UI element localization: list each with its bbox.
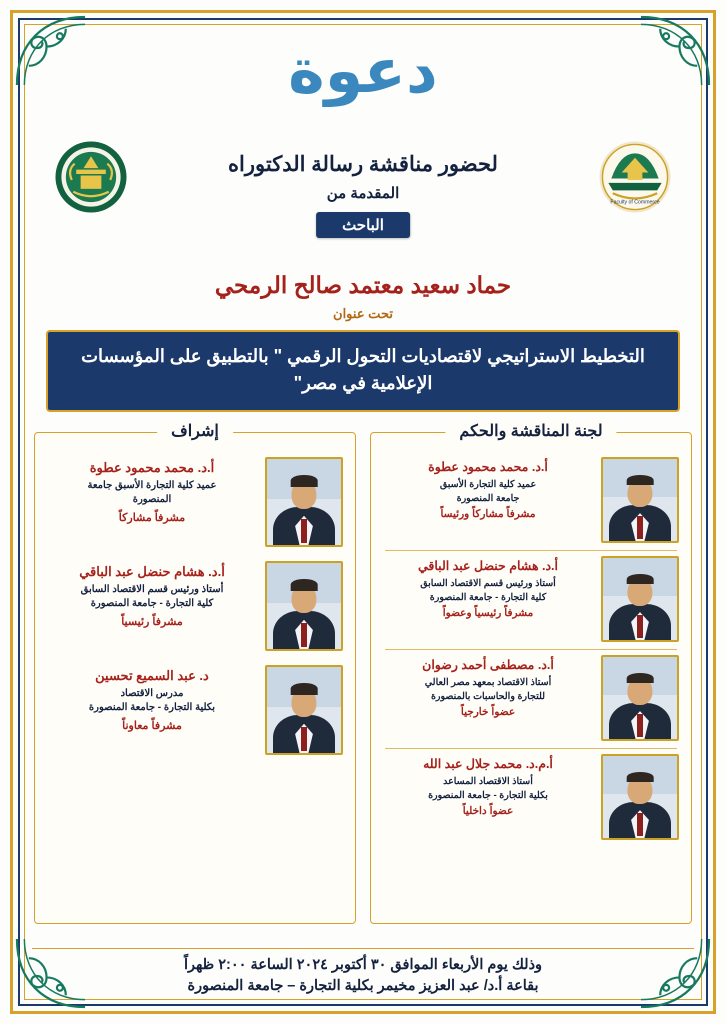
- avatar: [265, 561, 343, 651]
- under-title-label: تحت عنوان: [333, 306, 393, 321]
- avatar: [265, 665, 343, 755]
- supervisor-role-line2: بكلية التجارة - جامعة المنصورة: [88, 702, 216, 714]
- supervisor-role-line2: كلية التجارة - جامعة المنصورة: [90, 598, 214, 610]
- list-item: [43, 557, 347, 661]
- supervisor-name: أ.د. هشام حنضل عبد الباقي: [79, 564, 225, 579]
- member-role-line2: للتجارة والحاسبات بالمنصورة: [430, 690, 546, 702]
- from-line: المقدمة من: [326, 185, 400, 202]
- list-item: [43, 453, 347, 557]
- avatar: [265, 457, 343, 547]
- member-role-line2: كلية التجارة - جامعة المنصورة: [429, 591, 547, 603]
- list-item: [379, 750, 683, 846]
- mansoura-university-seal-icon: [54, 140, 128, 214]
- member-name: أ.د. هشام حنضل عبد الباقي: [417, 559, 559, 573]
- committee-panel: [370, 423, 692, 924]
- member-role-line1: أستاذ الاقتصاد بمعهد مصر العالي: [424, 676, 552, 688]
- member-role-line2: جامعة المنصورة: [456, 492, 520, 504]
- supervisor-name: د. عبد السميع تحسين: [95, 668, 209, 683]
- thesis-title: التخطيط الاستراتيجي لاقتصاديات التحول الرقمي " بالتطبيق على المؤسسات الإعلامية في مصر": [46, 330, 680, 412]
- supervisor-tag: مشرفاً مشاركاً: [118, 511, 186, 524]
- member-tag: مشرفاً رئيسياً وعضواً: [442, 607, 534, 620]
- event-details: [32, 948, 694, 994]
- member-name: أ.م.د. محمد جلال عبد الله: [423, 757, 553, 771]
- list-item: [379, 552, 683, 648]
- calligraphy-word: دعوة: [288, 34, 438, 107]
- poster-header: [30, 34, 696, 264]
- faculty-of-commerce-seal-icon: [598, 140, 672, 214]
- divider: [385, 550, 677, 551]
- avatar: [601, 655, 679, 741]
- event-venue: بقاعة أ.د/ عبد العزيز مخيمر بكلية التجارة – جامعة المنصورة: [187, 978, 539, 994]
- list-item: [43, 661, 347, 765]
- member-name: أ.د. مصطفى أحمد رضوان: [422, 658, 554, 672]
- list-item: [379, 453, 683, 549]
- supervisor-role-line1: أستاذ ورئيس قسم الاقتصاد السابق: [80, 583, 224, 595]
- list-item: [379, 651, 683, 747]
- member-tag: مشرفاً مشاركاً ورئيساً: [440, 508, 536, 521]
- supervision-panel: [34, 423, 356, 924]
- supervisor-role-line1: عميد كلية التجارة الأسبق جامعة: [87, 479, 217, 491]
- member-role-line1: أستاذ الاقتصاد المساعد: [443, 775, 533, 787]
- invite-line: لحضور مناقشة رسالة الدكتوراه: [228, 153, 498, 176]
- member-tag: عضواً خارجياً: [460, 706, 516, 719]
- researcher-name: حماد سعيد معتمد صالح الرمحي: [214, 272, 512, 298]
- supervision-heading: إشراف: [157, 421, 233, 441]
- divider: [385, 649, 677, 650]
- calligraphy-title: [30, 34, 696, 107]
- avatar: [601, 556, 679, 642]
- supervisor-role-line1: مدرس الاقتصاد: [120, 687, 184, 699]
- member-role-line2: بكلية التجارة - جامعة المنصورة: [428, 789, 548, 801]
- member-tag: عضواً داخلياً: [462, 805, 514, 818]
- member-role-line1: عميد كلية التجارة الأسبق: [439, 478, 537, 490]
- divider: [385, 748, 677, 749]
- svg-text:Faculty of Commerce: Faculty of Commerce: [610, 199, 660, 206]
- avatar: [601, 754, 679, 840]
- supervisor-role-line2: المنصورة: [132, 494, 172, 506]
- event-datetime: وذلك يوم الأربعاء الموافق ٣٠ أكتوبر ٢٠٢٤ الساعة ٢:٠٠ ظهراً: [183, 957, 543, 973]
- panels: [34, 423, 692, 924]
- member-name: أ.د. محمد محمود عطوة: [428, 460, 548, 474]
- member-role-line1: أستاذ ورئيس قسم الاقتصاد السابق: [420, 577, 556, 589]
- supervisor-tag: مشرفاً معاوناً: [122, 719, 182, 732]
- supervisor-tag: مشرفاً رئيسياً: [121, 615, 183, 628]
- supervisor-name: أ.د. محمد محمود عطوة: [89, 460, 215, 475]
- committee-heading: لجنة المناقشة والحكم: [445, 421, 616, 441]
- researcher-badge: الباحث: [316, 212, 410, 238]
- avatar: [601, 457, 679, 543]
